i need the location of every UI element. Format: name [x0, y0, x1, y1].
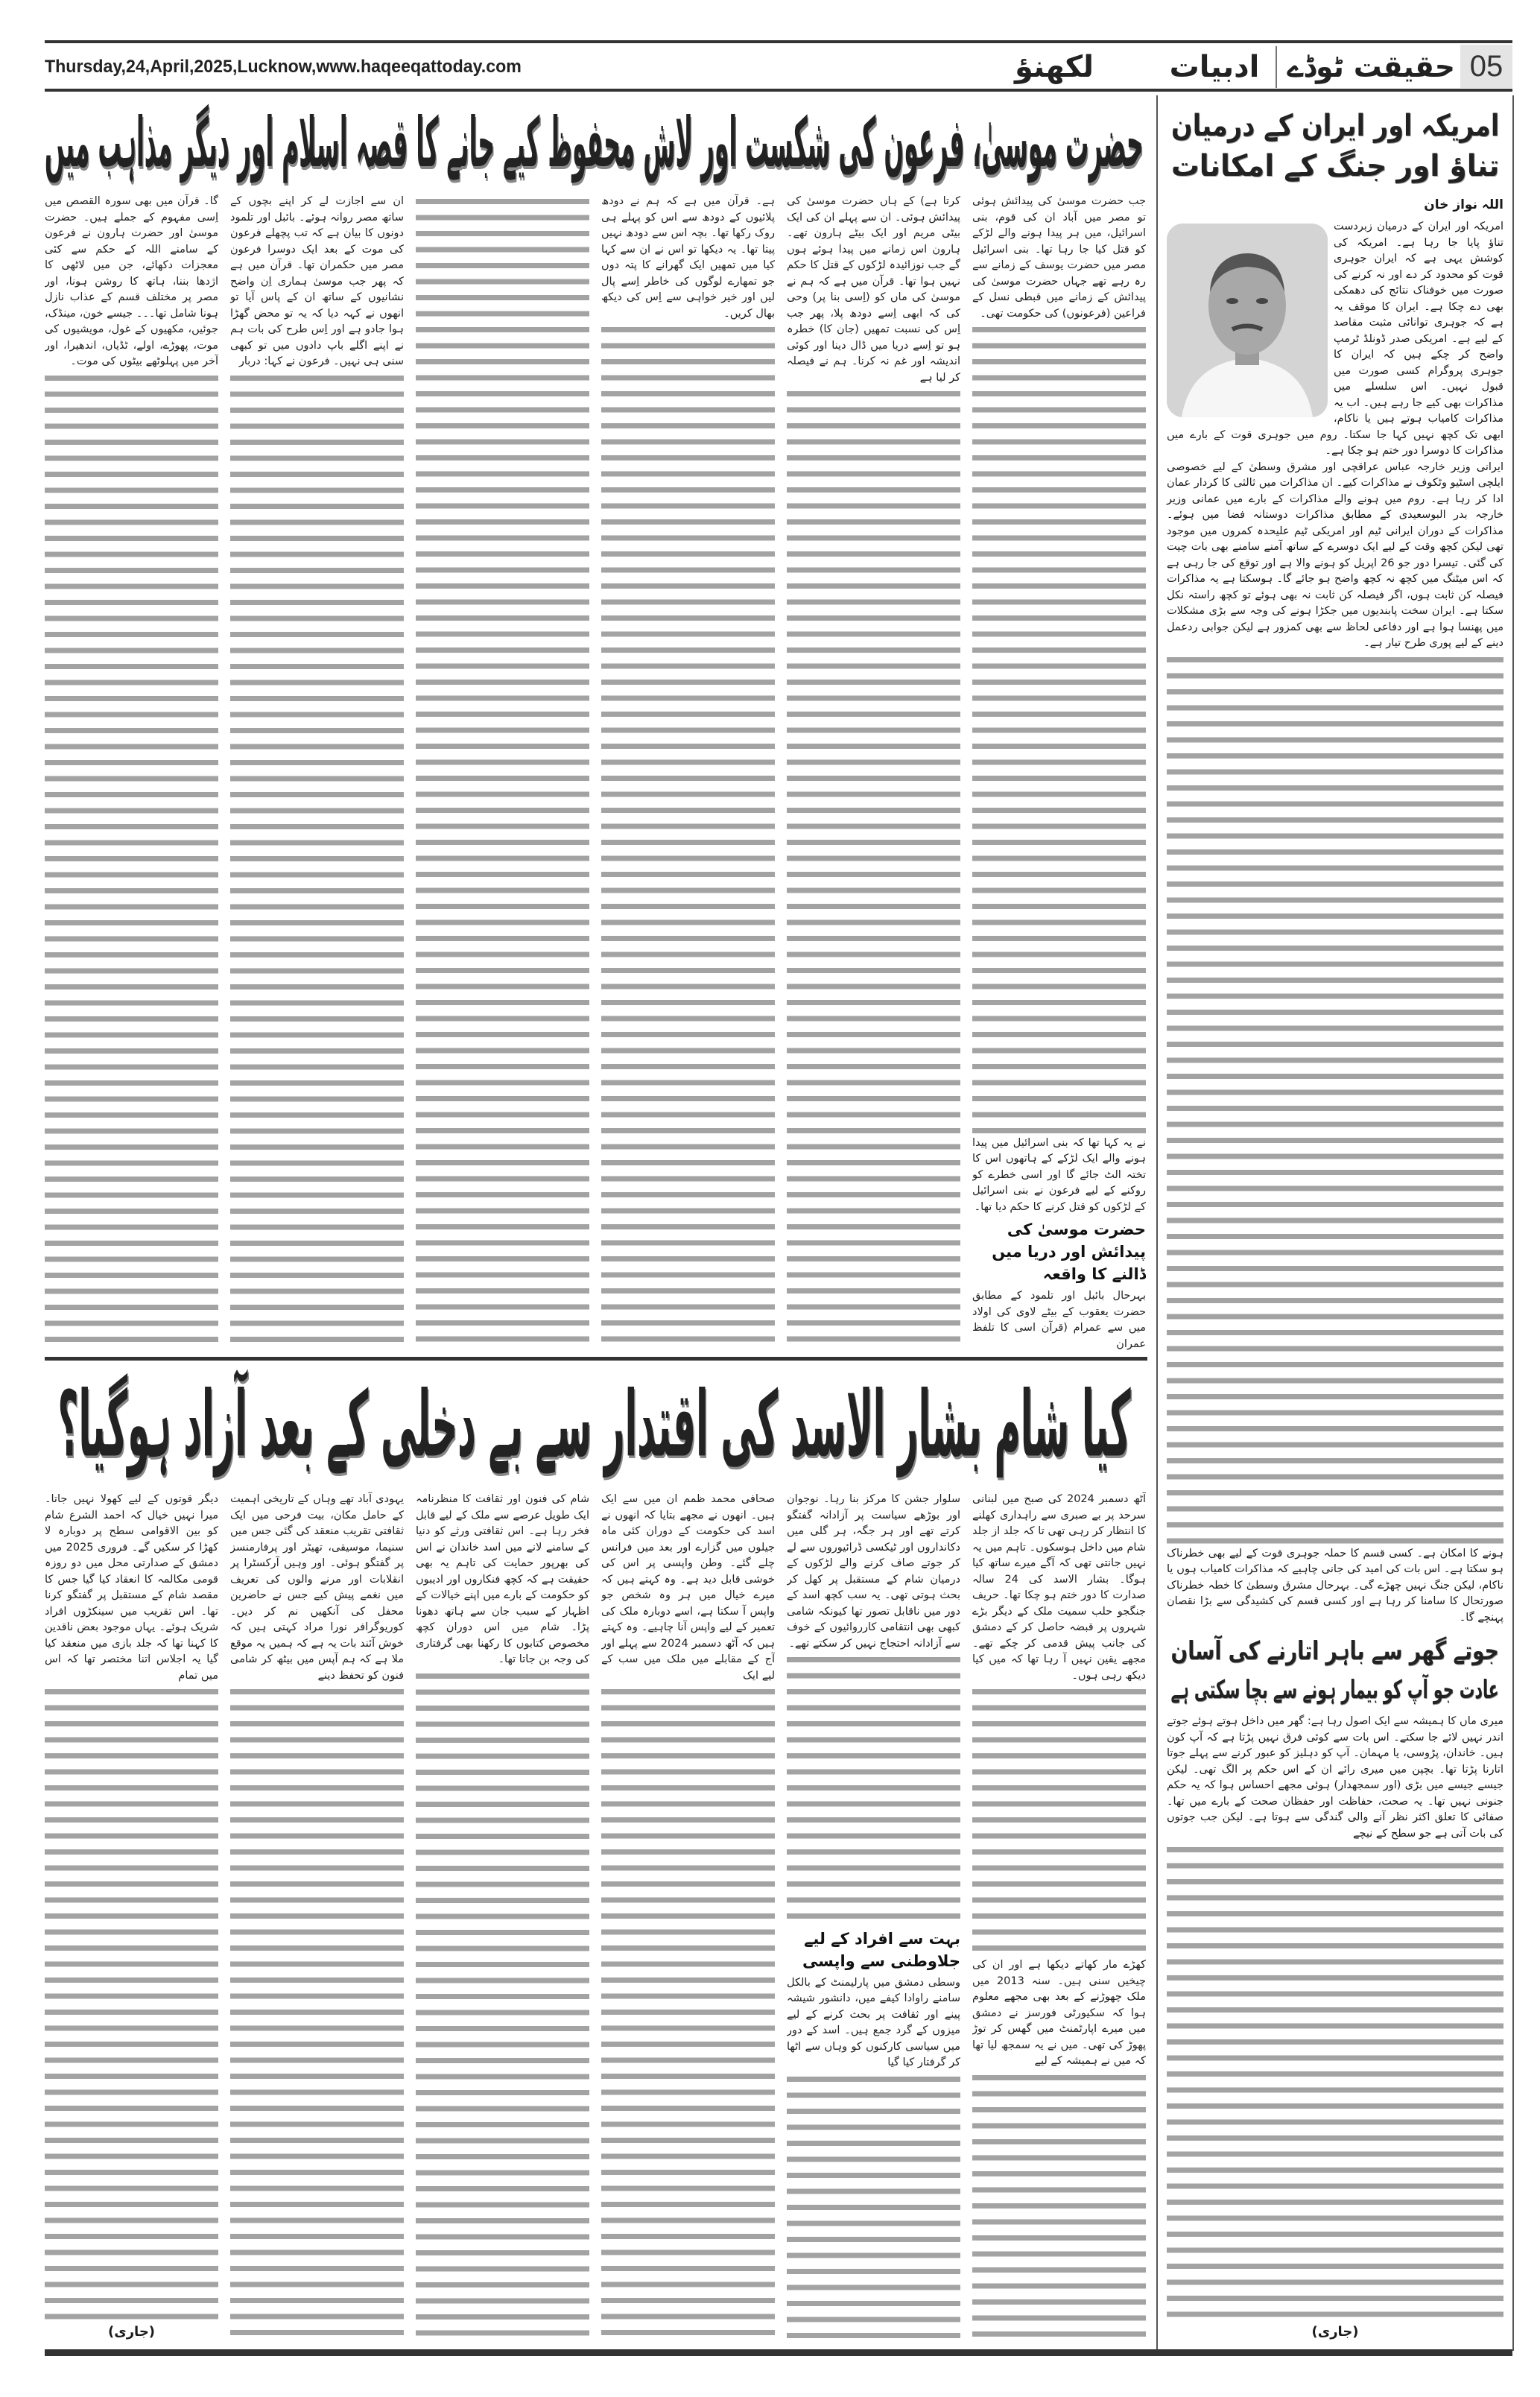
- paragraph: نے یہ کہا تھا کہ بنی اسرائیل میں پیدا ہونے والے ایک لڑکے کے ہاتھوں اس کا تختہ الٹ جائے گا اور اسی خطرے کو روکنے کے لیے فرعون نے بنی اسرائیل کے لڑکوں کو قتل کرنے کا حکم دیا تھا۔: [972, 1136, 1146, 1213]
- paragraph: سلوار جشن کا مرکز بنا رہا۔ نوجوان اور بوڑھے سیاست پر آزادانہ گفتگو کرتے تھے اور ہر جگہ، ہر گلی میں دکانداروں اور ٹیکسی ڈرائیوروں سے لے کر جوتے صاف کرنے والے لڑکوں کے درمیان شام کے مستقبل پر کھل کر بحث ہوتی تھی۔ یہ سب کچھ اسد کے دور میں ناقابل تصور تھا کیونکہ شامی کبھی بھی انتقامی کارروائیوں کے خوف سے آزادانہ احتجاج نہیں کر سکتے تھے۔: [787, 1493, 960, 1650]
- syria-article-body: [45, 1492, 1146, 2343]
- article-column: [972, 194, 1146, 1352]
- article-column: [45, 194, 218, 1352]
- page-number: 05: [1460, 45, 1512, 88]
- text-block: [1167, 652, 1503, 1546]
- paragraph: آٹھ دسمبر 2024 کی صبح میں لبنانی سرحد پر بے صبری سے راہداری کھلنے کا انتظار کر رہی تھی تا کہ جلد از جلد شام میں داخل ہوسکوں۔ تاہم میں یہ نہیں جانتی تھی کہ آگے میرے ساتھ کیا ہوگا۔ بشار الاسد کی 24 سالہ صدارت کا دور ختم ہو چکا تھا۔ حریف جنگجو حلب سمیت ملک کے دیگر بڑے شہروں پر قبضہ حاصل کر کے دمشق کی جانب پیش قدمی کر چکے تھے۔ مجھے یقین نہیں آ رہا تھا کہ میں کیا دیکھ رہی ہوں۔: [972, 1493, 1146, 1682]
- text-block: [45, 370, 218, 1353]
- article-intro: [1167, 219, 1503, 460]
- text-block: [972, 322, 1146, 1136]
- text-block: [1167, 1842, 1503, 2321]
- section-title: ادبیات: [1169, 50, 1260, 84]
- text-block: [972, 2070, 1146, 2343]
- iran-article: [1167, 106, 1503, 1626]
- article-column: [601, 194, 775, 1352]
- masthead-divider: [1276, 46, 1277, 88]
- sidebar: [1156, 95, 1514, 2351]
- iran-article-headline: امریکہ اور ایران کے درمیان تناؤ اور جنگ کے امکانات: [1170, 109, 1500, 183]
- continued-marker: (جاری): [107, 2324, 156, 2340]
- text-block: [45, 1684, 218, 2321]
- shoes-article-headline: جوتے گھر سے باہر اتارنے کی آسان عادت جو آپ کو بیمار ہونے سے بچا سکتی ہے: [1170, 1636, 1500, 1705]
- paragraph: ایرانی وزیر خارجہ عباس عراقچی اور مشرق وسطیٰ کے لیے خصوصی ایلچی اسٹیو وٹکوف نے مذاکرات کیے۔ ان مذاکرات میں ثالثی کا کردار عمان ادا کر رہا ہے۔ روم میں ہونے والے مذاکرات کے بارے میں عمانی وزیر خارجہ بدر البوسعیدی کے مطابق مذاکرات دوستانہ فضا میں ہوئے۔ مذاکرات کے دوران ایرانی ٹیم اور امریکی ٹیم علیحدہ کمروں میں موجود تھی لیکن کچھ وقت کے لیے ایک دوسرے کے ساتھ آمنے سامنے بھی بات چیت کی گئی۔ تیسرا دور جو 26 اپریل کو ہونے والا ہے اور توقع کی جا رہی ہے کہ اس میٹنگ میں کچھ نہ کچھ واضح ہو جائے گا۔ ہوسکتا ہے یہ مذاکرات فیصلہ کن ثابت ہوں، اگر فیصلہ کن ثابت نہ بھی ہوئے تو کچھ راستہ نکل سکتا ہے۔ ایران سخت پابندیوں میں جکڑا ہونے کی وجہ سے بڑی مشکلات میں پھنسا ہوا ہے اور دفاعی لحاظ سے بھی کمزور ہے لیکن جوابی ردعمل دینے کے لیے پوری طرح تیار ہے۔: [1167, 460, 1503, 649]
- paragraph: یہودی آباد تھے وہاں کے تاریخی اہمیت کے حامل مکان، بیت فرحی میں ایک ثقافتی تقریب منعقد کی گئی جس میں سنیما، موسیقی، تھیٹر اور پرفارمنسز پر گفتگو ہوئی۔ اور وہیں آرکسٹرا پر انقلابات اور مرنے والوں کی تعریف میں نغمے پیش کیے جس نے حاضرین محفل کی آنکھیں نم کر دیں۔ کوریوگرافر نورا مراد کہتی ہیں کہ خوش آئند بات یہ ہے کہ ہمیں یہ موقع ملا ہے کہ ہم آپس میں بیٹھ کر شامی فنون کو تحفظ دینے: [230, 1493, 404, 1682]
- newspaper-logo: حقیقت ٹوڈے: [1287, 50, 1456, 84]
- text-block: [787, 1652, 960, 1925]
- paragraph: صحافی محمد ظمم ان میں سے ایک ہیں۔ انھوں نے مجھے بتایا کہ انھوں نے اسد کی حکومت کے دوران کئی ماہ جیلوں میں گزارے اور بعد میں فرانس چلے گئے۔ وطن واپسی پر اس کی خوشی قابل دید ہے۔ وہ کہتے ہیں کہ میرے خیال میں ہر وہ شخص جو واپس آ سکتا ہے، اسے دوبارہ ملک کی تعمیر کے لیے واپس آنا چاہیے۔ وہ کہتے ہیں کہ آٹھ دسمبر 2024 سے پہلے اور آج کے مقابلے میں ملک میں سب کے لیے ایک: [601, 1493, 775, 1682]
- text-block: [416, 1668, 589, 2344]
- paragraph: بہرحال بائبل اور تلمود کے مطابق حضرت یعقوب کے بیٹے لاوی کی اولاد میں سے عمرام (قرآن اسی کا تلفظ عمران: [972, 1290, 1146, 1350]
- subheading: بہت سے افراد کے لیے جلاوطنی سے واپسی: [802, 1929, 960, 1970]
- dateline: Thursday,24,April,2025,Lucknow,www.haqeeqattoday.com: [45, 57, 522, 77]
- author-photo: [1167, 224, 1328, 417]
- masthead-top-rule: [45, 40, 1512, 43]
- paragraph: شام کی فنون اور ثقافت کا منظرنامہ ایک طویل عرصے سے ملک کے لیے قابل فخر رہا ہے۔ اس ثقافتی ورثے کو دنیا کے سامنے لانے میں اسد خاندان نے اس کی بھرپور حمایت کی تاہم یہ بھی حقیقت ہے کہ کچھ فنکاروں اور ادیبوں کو حکومت کے بارے میں اپنے خیالات کے اظہار کے سبب جان سے ہاتھ دھونا پڑا۔ شام میں اس دوران کچھ مخصوص کتابوں کا رکھنا بھی گرفتاری کی وجہ بن جاتا تھا۔: [416, 1493, 589, 1665]
- article-column: [230, 1492, 404, 2343]
- paragraph: کرتا ہے) کے ہاں حضرت موسیٰ کی پیدائش ہوئی۔ ان سے پہلے ان کی ایک بیٹی مریم اور ایک بیٹے ہارون تھے۔ ہارون اس زمانے میں پیدا ہوئے ہوں گے جب نوزائیدہ لڑکوں کے قتل کا حکم نہیں ہوا تھا۔ قرآن میں ہے کہ ہم نے موسیٰ کی ماں کو (اِسی بنا پر) وحی کی کہ ابھی اِسے دودھ پلا، پھر جب اِس کی نسبت تمھیں (جان کا) خطرہ ہو تو اِسے دریا میں ڈال دینا اور کوئی اندیشہ اور غم نہ کرنا۔ ہم نے فیصلہ کر لیا ہے: [787, 195, 960, 384]
- text-block: [416, 194, 589, 1352]
- paragraph: گا۔ قرآن میں بھی سورہ القصص میں اِسی مفہوم کے جملے ہیں۔ حضرت موسیٰ اور حضرت ہارون نے فرعون کے سامنے اللہ کے حکم سے کئی معجزات دکھائے، جن میں لاٹھی کا اژدھا بننا، ہاتھ کا روشن ہونا، اور مصر پر مختلف قسم کے عذاب نازل ہونا شامل تھا۔۔۔ جیسے خون، مینڈک، جوئیں، مکھیوں کے غول، مویشیوں کی موت، پھوڑے، اولے، ٹڈیاں، اندھیرا، اور آخر میں پہلوٹھے بیٹوں کی موت۔: [45, 195, 218, 367]
- masthead-bottom-rule: [45, 89, 1512, 92]
- article-column: [416, 194, 589, 1352]
- page-bottom-rule: [45, 2349, 1512, 2356]
- continued-marker: (جاری): [1311, 2324, 1359, 2340]
- moses-article-headline: حضرت موسیٰ، فرعون کی شکست اور لاش محفوظ کیے جانے کا قصہ اسلام اور دیگر مذاہب میں: [45, 102, 1144, 183]
- text-block: [972, 1684, 1146, 1957]
- paragraph: ان سے اجازت لے کر اپنے بچوں کے ساتھ مصر روانہ ہوئے۔ بائبل اور تلمود دونوں کا بیان ہے کہ تب پچھلے فرعون کی موت کے بعد ایک دوسرا فرعون مصر میں حکمران تھا۔ قرآن میں ہے کہ پھر جب موسیٰ ہماری اِن واضح نشانیوں کے ساتھ ان کے پاس آیا تو انھوں نے کہہ دیا کہ یہ تو محض گھڑا ہوا جادو ہے اور اِس طرح کی بات ہم نے اپنے اگلے باپ دادوں میں تو کبھی سنی ہی نہیں۔ فرعون نے کہا: دربار: [230, 195, 404, 367]
- paragraph: جب حضرت موسیٰ کی پیدائش ہوئی تو مصر میں آباد ان کی قوم، بنی اسرائیل، میں ہر پیدا ہونے والے لڑکے کو قتل کیا جا رہا تھا۔ بنی اسرائیل مصر میں حضرت یوسف کے زمانے سے رہ رہے تھے جہاں حضرت موسیٰ کی پیدائش کے زمانے میں قبطی نسل کے فراعین (فرعونوں) کی حکومت تھی۔: [972, 195, 1146, 320]
- text-block: [601, 322, 775, 1352]
- text-block: [230, 1684, 404, 2343]
- text-block: [601, 1684, 775, 2343]
- text-block: [787, 2071, 960, 2344]
- paragraph: میری ماں کا ہمیشہ سے ایک اصول رہا ہے: گھر میں داخل ہوتے ہوئے جوتے اندر نہیں لائے جا سکتے۔ اس بات سے کوئی فرق نہیں پڑتا ہے کہ آپ کون ہیں۔ خاندان، پڑوسی، یا مہمان۔ آپ کو دہلیز کو عبور کرنے سے پہلے جوتا اتارنا پڑتا تھا۔ بچپن میں میری رائے ان کے اس حکم پر الگ تھی۔ لیکن جیسے جیسے میں بڑی (اور سمجھدار) ہوئی مجھے احساس ہوا کہ یہ حکم جنونی نہیں تھا۔ یہ صحت، حفاظت اور حفظان صحت کے بارے میں تھا۔ صفائی کا تعلق اکثر نظر آنے والی گندگی سے ہوتا ہے۔ لیکن جب جوتوں کی بات آتی ہے جو سطح کے نیچے: [1167, 1715, 1503, 1840]
- syria-article-headline: کیا شام بشار الاسد کی اقتدار سے بے دخلی کے بعد آزاد ہوگیا؟: [57, 1373, 1131, 1478]
- paragraph: دیگر قوتوں کے لیے کھولا نہیں جاتا۔ میرا نہیں خیال کہ احمد الشرع شام کو بین الاقوامی سطح پر دوبارہ لا کھڑا کر سکیں گے۔ فروری 2025 میں دمشق کے صدارتی محل میں دو روزہ قومی مکالمہ کا انعقاد کیا گیا جس کا مقصد شام کے مستقبل پر گفتگو کرنا تھا۔ اس تقریب میں سینکڑوں افراد شریک ہوئے۔ یہاں موجود بعض ناقدین کا کہنا تھا کہ جلد بازی میں منعقد کیا گیا یہ اجلاس اتنا مختصر تھا کہ اس میں تمام: [45, 1493, 218, 1682]
- section-divider: [45, 1357, 1147, 1361]
- article-column: [45, 1492, 218, 2343]
- text-block: [787, 386, 960, 1352]
- article-column: [230, 194, 404, 1352]
- paragraph: ہے۔ قرآن میں ہے کہ ہم نے دودھ پلائیوں کے دودھ سے اس کو پہلے ہی روک رکھا تھا۔ بچہ اس سے دودھ نہیں پیتا تھا۔ یہ دیکھا تو اس نے ان سے کہا کیا میں تمھیں ایک گھرانے کا پتہ دوں جو تمھارے لوگوں کی خاطر اِسے پال لیں اور خیر خواہی سے اِس کی دیکھ بھال کریں۔: [601, 195, 775, 320]
- subheading: حضرت موسیٰ کی پیدائش اور دریا میں ڈالنے کا واقعہ: [992, 1220, 1146, 1283]
- article-column: [972, 1492, 1146, 2343]
- shoes-article: [1167, 1632, 1503, 2343]
- paragraph: امریکہ اور ایران کے درمیان زبردست تناؤ پایا جا رہا ہے۔ امریکہ کی کوشش یہی ہے کہ ایران جوہری قوت کو محدود کر دے اور نہ کرنے کی صورت میں خوفناک نتائج کی دھمکی بھی دے چکا ہے۔ ایران کا موقف یہ ہے کہ جوہری توانائی مثبت مقاصد کے لیے ہے۔ امریکی صدر ڈونلڈ ٹرمپ واضح کر چکے ہیں کہ ایران کا جوہری پروگرام کسی صورت میں قبول نہیں۔ اس سلسلے میں مذاکرات بھی کیے جا رہے ہیں۔ اب یہ مذاکرات کامیاب ہوتے ہیں یا ناکام، ابھی تک کچھ نہیں کہا جا سکتا۔ روم میں جوہری قوت کے بارے میں مذاکرات کا دوسرا دور ختم ہو چکا ہے۔: [1167, 221, 1503, 457]
- article-column: [787, 194, 960, 1352]
- article-column: [787, 1492, 960, 2343]
- paragraph: ہونے کا امکان ہے۔ کسی قسم کا حملہ جوہری قوت کے لیے بھی خطرناک ہو سکتا ہے۔ اس بات کی امید کی جانی چاہیے کہ مذاکرات کامیاب ہوں یا ناکام، لیکن جنگ نہیں چھڑے گی۔ بہرحال مشرق وسطیٰ کا خطہ خطرناک صورتحال کا سامنا کر رہا ہے اور کسی قسم کی کشیدگی سے بڑا نقصان پہنچے گا۔: [1167, 1547, 1503, 1624]
- city-label: لکھنؤ: [1014, 50, 1094, 84]
- paragraph: کھڑے مار کھاتے دیکھا ہے اور ان کی چیخیں سنی ہیں۔ سنہ 2013 میں ملک چھوڑنے کے بعد بھی مجھے معلوم ہوا کہ سکیورٹی فورسز نے دمشق میں میرے اپارٹمنٹ میں گھس کر توڑ پھوڑ کی تھی۔ میں نے یہ سمجھ لیا تھا کہ میں نے ہمیشہ کے لیے: [972, 1959, 1146, 2068]
- paragraph: وسطی دمشق میں پارلیمنٹ کے بالکل سامنے راوادا کیفے میں، دانشور شیشہ پینے اور ثقافت پر بحث کرنے کے لیے میزوں کے گرد جمع ہیں۔ اسد کے دور میں سیاسی کارکنوں کو وہاں سے اٹھا کر گرفتار کیا گیا: [787, 1976, 960, 2068]
- moses-article-body: [45, 194, 1146, 1352]
- article-column: [601, 1492, 775, 2343]
- text-block: [230, 370, 404, 1353]
- article-column: [416, 1492, 589, 2343]
- author-byline: اللہ نواز خان: [1424, 197, 1503, 212]
